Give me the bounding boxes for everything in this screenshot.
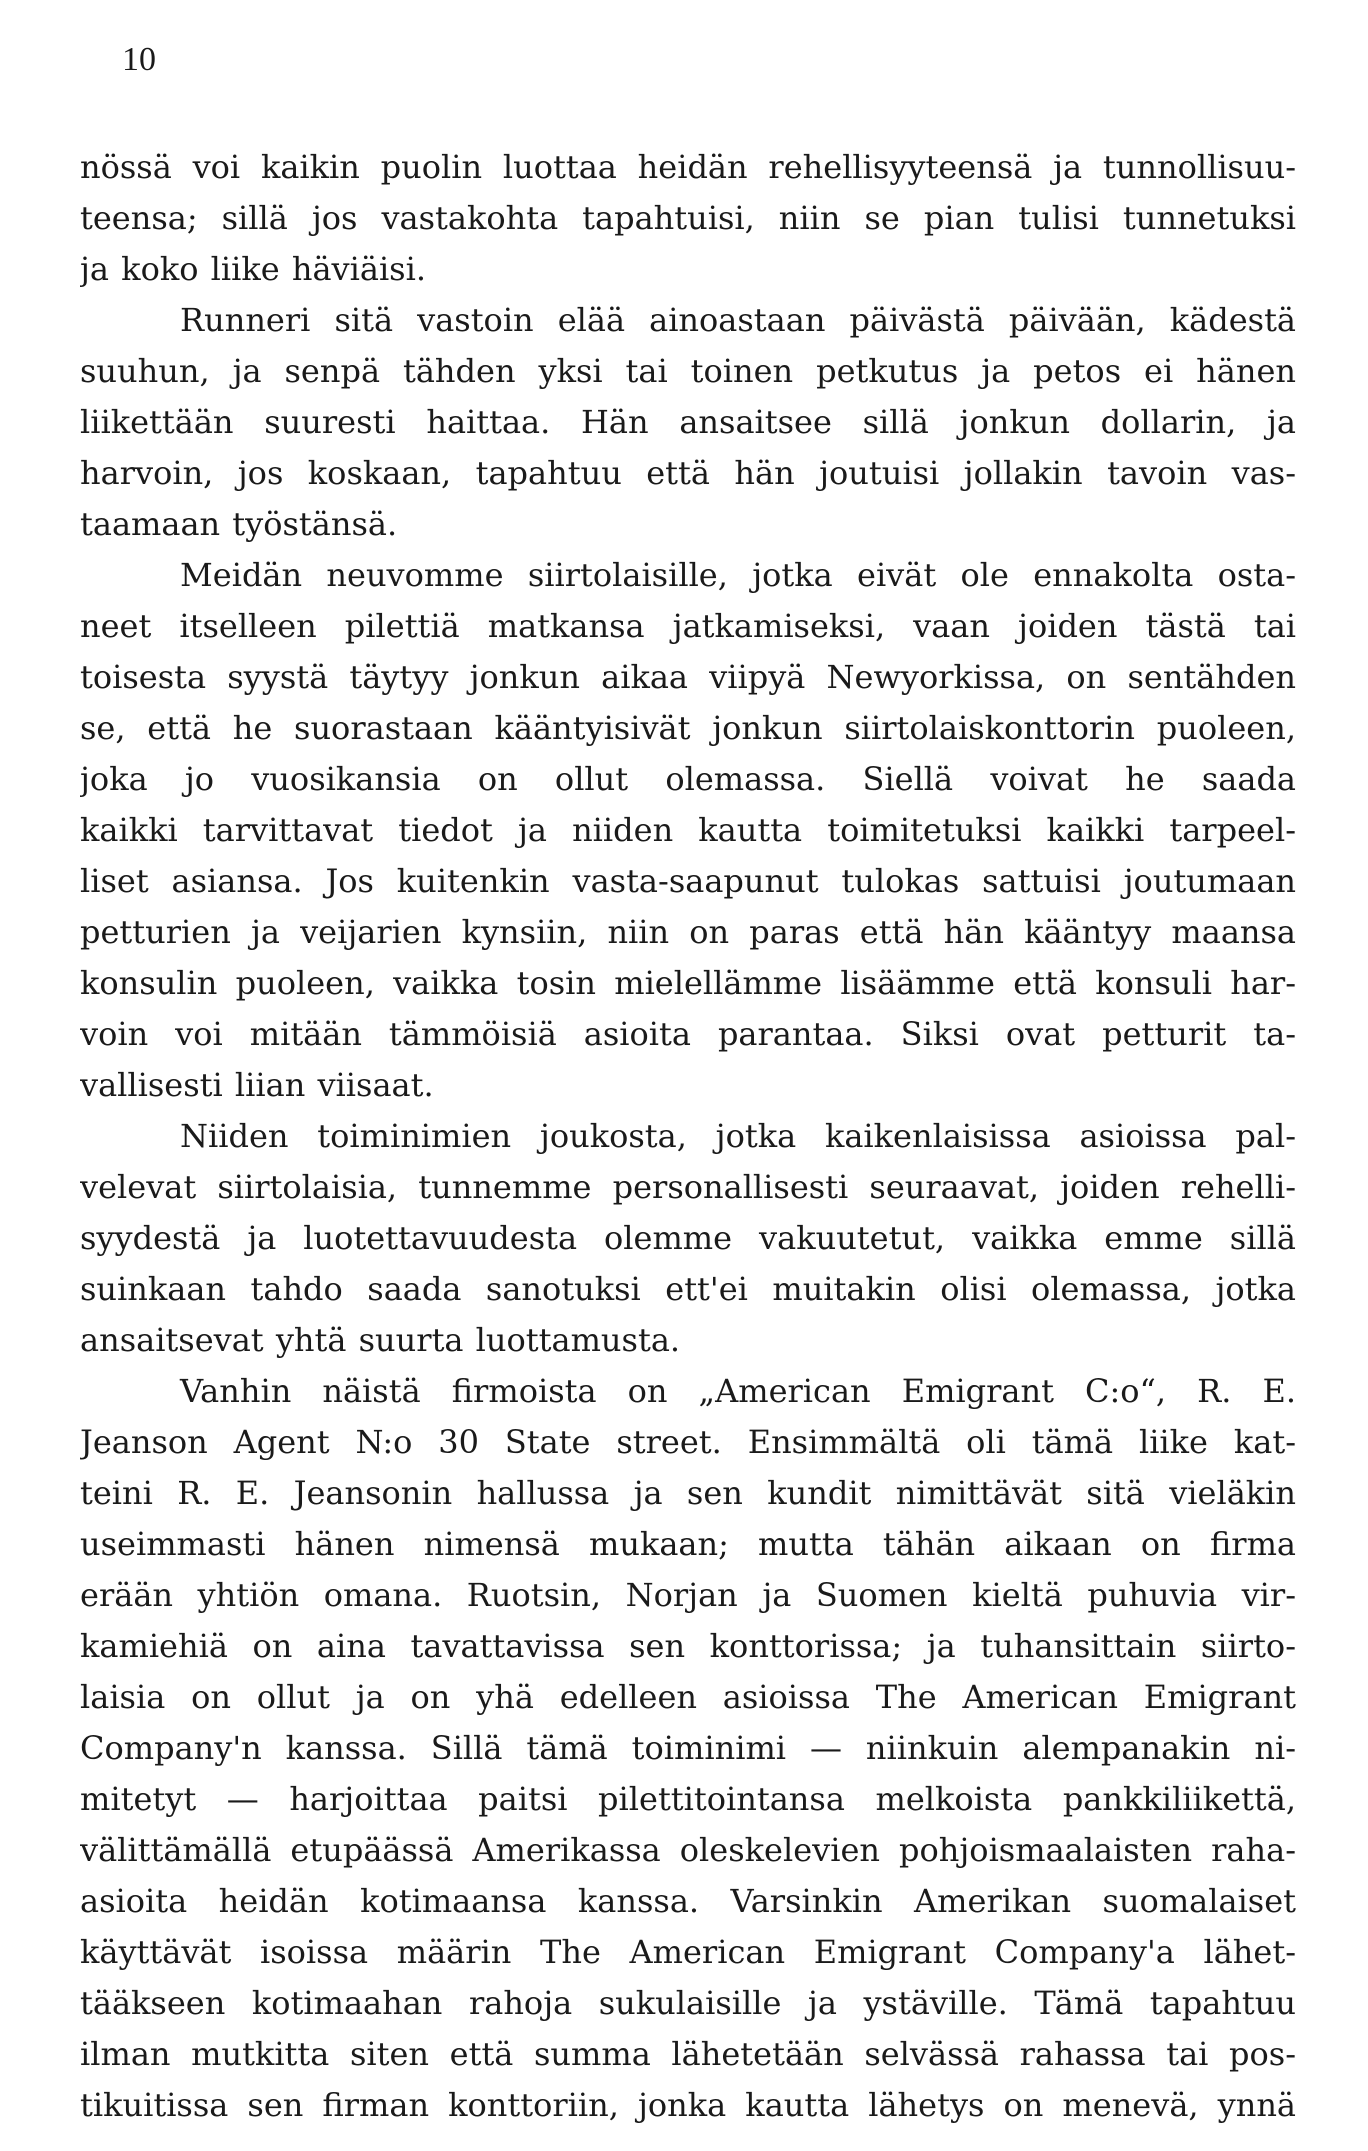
text-line: joka jo vuosikansia on ollut olemassa. Siellä voivat he saada: [80, 760, 1296, 798]
text-line: vallisesti liian viisaat.: [80, 1066, 434, 1104]
text-line: Company'n kanssa. Sillä tämä toiminimi — niinkuin alempanakin ni-: [80, 1729, 1296, 1767]
text-line: välittämällä etupäässä Amerikassa oleskelevien pohjoismaalaisten raha-: [80, 1831, 1296, 1869]
text-line: syydestä ja luotettavuudesta olemme vakuutetut, vaikka emme sillä: [80, 1219, 1296, 1257]
text-line: Runneri sitä vastoin elää ainoastaan päivästä päivään, kädestä: [180, 301, 1296, 339]
text-line: velevat siirtolaisia, tunnemme personallisesti seuraavat, joiden rehelli-: [80, 1168, 1296, 1206]
text-line: laisia on ollut ja on yhä edelleen asioissa The American Emigrant: [80, 1678, 1296, 1716]
text-line: harvoin, jos koskaan, tapahtuu että hän joutuisi jollakin tavoin vas-: [80, 454, 1296, 492]
text-line: liikettään suuresti haittaa. Hän ansaitsee sillä jonkun dollarin, ja: [80, 403, 1296, 441]
text-line: mitetyt — harjoittaa paitsi pilettitointansa melkoista pankkiliikettä,: [80, 1780, 1296, 1818]
text-line: nössä voi kaikin puolin luottaa heidän rehellisyyteensä ja tunnollisuu-: [80, 148, 1296, 186]
text-line: neet itselleen pilettiä matkansa jatkamiseksi, vaan joiden tästä tai: [80, 607, 1296, 645]
text-line: se, että he suorastaan kääntyisivät jonkun siirtolaiskonttorin puoleen,: [80, 709, 1296, 747]
text-line: Jeanson Agent N:o 30 State street. Ensimmältä oli tämä liike kat-: [80, 1423, 1296, 1461]
text-line: teini R. E. Jeansonin hallussa ja sen kundit nimittävät sitä vieläkin: [80, 1474, 1296, 1512]
text-line: kamiehiä on aina tavattavissa sen konttorissa; ja tuhansittain siirto-: [80, 1627, 1296, 1665]
paragraph: [80, 295, 1296, 550]
text-line: Meidän neuvomme siirtolaisille, jotka eivät ole ennakolta osta-: [180, 556, 1296, 594]
text-line: teensa; sillä jos vastakohta tapahtuisi, niin se pian tulisi tunnetuksi: [80, 199, 1296, 237]
text-line: Niiden toiminimien joukosta, jotka kaikenlaisissa asioissa pal-: [180, 1117, 1296, 1155]
page: [80, 40, 1296, 2131]
text-line: ilman mutkitta siten että summa lähetetään selvässä rahassa tai pos-: [80, 2035, 1296, 2073]
text-line: toisesta syystä täytyy jonkun aikaa viipyä Newyorkissa, on sentähden: [80, 658, 1296, 696]
paragraph: [80, 1111, 1296, 1366]
text-line: voin voi mitään tämmöisiä asioita parantaa. Siksi ovat petturit ta-: [80, 1015, 1296, 1053]
text-line: käyttävät isoissa määrin The American Emigrant Company'a lähet-: [80, 1933, 1296, 1971]
text-line: tääkseen kotimaahan rahoja sukulaisille ja ystäville. Tämä tapahtuu: [80, 1984, 1296, 2022]
text-line: suuhun, ja senpä tähden yksi tai toinen petkutus ja petos ei hänen: [80, 352, 1296, 390]
text-line: ansaitsevat yhtä suurta luottamusta.: [80, 1321, 681, 1359]
page-number: 10: [122, 41, 156, 78]
text-line: taamaan työstänsä.: [80, 505, 398, 543]
text-line: kaikki tarvittavat tiedot ja niiden kautta toimitetuksi kaikki tarpeel-: [80, 811, 1296, 849]
text-line: ja koko liike häviäisi.: [80, 250, 426, 288]
text-body: [80, 142, 1296, 2131]
paragraph: [80, 1366, 1296, 2131]
text-line: erään yhtiön omana. Ruotsin, Norjan ja Suomen kieltä puhuvia vir-: [80, 1576, 1296, 1614]
text-line: konsulin puoleen, vaikka tosin mielellämme lisäämme että konsuli har-: [80, 964, 1296, 1002]
text-line: tikuitissa sen firman konttoriin, jonka kautta lähetys on menevä, ynnä: [80, 2086, 1296, 2124]
text-line: Vanhin näistä firmoista on „American Emigrant C:o“, R. E.: [180, 1372, 1296, 1410]
text-line: petturien ja veijarien kynsiin, niin on paras että hän kääntyy maansa: [80, 913, 1296, 951]
text-line: suinkaan tahdo saada sanotuksi ett'ei muitakin olisi olemassa, jotka: [80, 1270, 1296, 1308]
paragraph: [80, 550, 1296, 1111]
paragraph: [80, 142, 1296, 295]
text-line: asioita heidän kotimaansa kanssa. Varsinkin Amerikan suomalaiset: [80, 1882, 1296, 1920]
text-line: liset asiansa. Jos kuitenkin vasta-saapunut tulokas sattuisi joutumaan: [80, 862, 1296, 900]
text-line: useimmasti hänen nimensä mukaan; mutta tähän aikaan on firma: [80, 1525, 1296, 1563]
